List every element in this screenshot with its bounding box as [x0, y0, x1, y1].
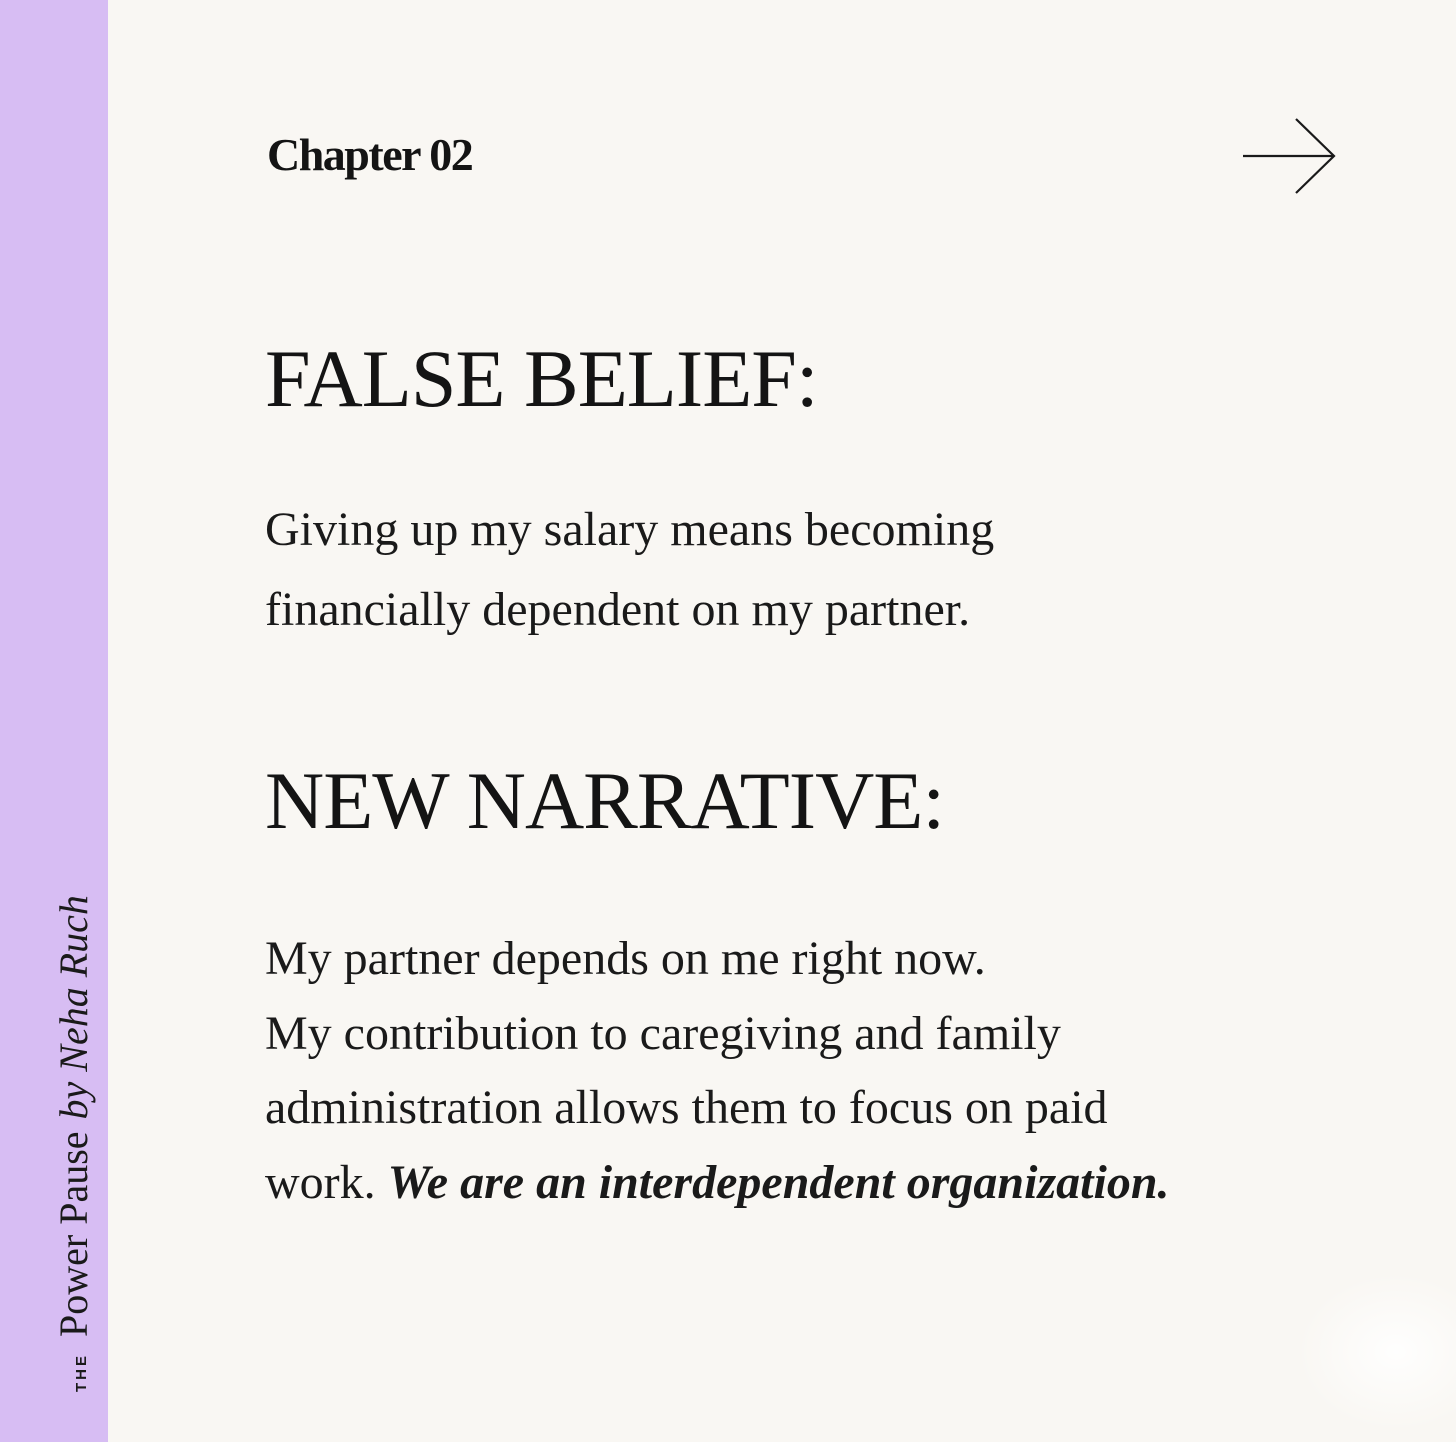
brand-logo: [51, 895, 96, 1392]
arrow-right-icon: [1240, 116, 1340, 196]
brand-name: Power Pause: [51, 1131, 96, 1337]
corner-glow: [1296, 1272, 1456, 1432]
new-narrative-line: My contribution to caregiving and family: [265, 1006, 1061, 1060]
false-belief-heading: FALSE BELIEF:: [265, 333, 818, 424]
sidebar-strip: [0, 0, 108, 1442]
new-narrative-text: [265, 922, 1325, 1220]
new-narrative-line: work.: [265, 1155, 388, 1209]
next-button[interactable]: [1240, 116, 1340, 196]
brand-byline: by Neha Ruch: [51, 895, 96, 1120]
new-narrative-line: administration allows them to focus on paid: [265, 1081, 1108, 1134]
new-narrative-line: My partner depends on me right now.: [265, 932, 986, 985]
false-belief-line: financially dependent on my partner.: [265, 583, 971, 636]
new-narrative-heading: NEW NARRATIVE:: [265, 755, 945, 846]
new-narrative-emphasis: We are an interdependent organization.: [387, 1155, 1170, 1209]
false-belief-line: Giving up my salary means becoming: [265, 503, 995, 556]
false-belief-text: [265, 490, 1165, 650]
brand-prefix: THE: [73, 1353, 90, 1392]
chapter-label: Chapter 02: [267, 129, 473, 180]
